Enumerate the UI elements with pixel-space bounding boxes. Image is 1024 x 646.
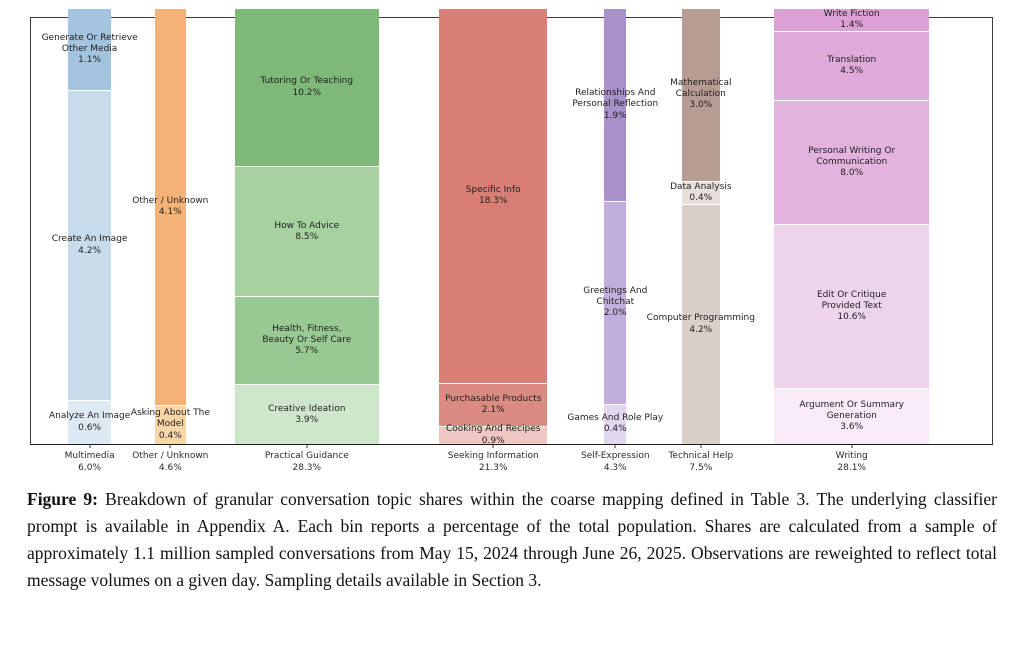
- segment-translation: [774, 31, 929, 101]
- segment-label-greetings-and-chitchat: Greetings And Chitchat 2.0%: [583, 285, 648, 319]
- x-axis-tick-multimedia: [89, 444, 90, 448]
- segment-label-personal-writing-or-communication: Personal Writing Or Communication 8.0%: [808, 145, 896, 179]
- segment-label-analyze-an-image: Analyze An Image 0.6%: [48, 411, 131, 433]
- segment-specific-info: [439, 9, 547, 383]
- segment-label-argument-or-summary-generation: Argument Or Summary Generation 3.6%: [799, 399, 905, 433]
- x-axis-tick-practical-guidance: [306, 444, 307, 448]
- segment-games-and-role-play: [567, 404, 664, 444]
- column-technical-help: [646, 9, 755, 444]
- segment-computer-programming: [646, 204, 755, 444]
- segment-cooking-and-recipes: [439, 426, 547, 444]
- segment-mathematical-calculation: [670, 9, 732, 181]
- segment-purchasable-products: [439, 383, 547, 426]
- x-axis-tick-technical-help: [700, 444, 701, 448]
- segment-label-health-fitness-beauty-or-self-care: Health, Fitness, Beauty Or Self Care 5.7%: [262, 323, 352, 357]
- segment-label-create-an-image: Create An Image 4.2%: [51, 234, 128, 256]
- x-axis-label-seeking-information: Seeking Information 21.3%: [447, 451, 539, 474]
- segment-label-games-and-role-play: Games And Role Play 0.4%: [567, 412, 664, 435]
- segment-label-write-fiction: Write Fiction 1.4%: [823, 8, 880, 30]
- column-multimedia: [41, 9, 138, 444]
- x-axis-label-self-expression: Self-Expression 4.3%: [581, 451, 650, 474]
- segment-health-fitness-beauty-or-self-care: [235, 296, 379, 384]
- segment-label-creative-ideation: Creative Ideation 3.9%: [268, 403, 346, 425]
- x-axis-label-practical-guidance: Practical Guidance 28.3%: [264, 451, 349, 474]
- segment-label-computer-programming: Computer Programming 4.2%: [646, 313, 755, 335]
- segment-edit-or-critique-provided-text: [774, 224, 929, 388]
- segment-label-cooking-and-recipes: Cooking And Recipes 0.9%: [445, 424, 541, 446]
- segment-other-unknown: [132, 9, 209, 405]
- segment-create-an-image: [51, 90, 128, 400]
- segment-label-how-to-advice: How To Advice 8.5%: [274, 220, 340, 242]
- x-axis-tick-writing: [851, 444, 852, 448]
- mosaic-chart-plot-area: [30, 8, 993, 474]
- segment-analyze-an-image: [48, 400, 131, 444]
- segment-generate-or-retrieve-other-media: [41, 9, 138, 90]
- x-axis-label-technical-help: Technical Help 7.5%: [668, 451, 734, 474]
- segment-label-specific-info: Specific Info 18.3%: [465, 184, 521, 206]
- segment-label-tutoring-or-teaching: Tutoring Or Teaching 10.2%: [260, 76, 354, 98]
- column-practical-guidance: [235, 9, 379, 444]
- segment-label-asking-about-the-model: Asking About The Model 0.4%: [130, 408, 210, 441]
- figure-caption: [27, 486, 997, 595]
- column-self-expression: [567, 9, 664, 444]
- column-writing: [774, 9, 929, 444]
- x-axis-label-other-unknown: Other / Unknown 4.6%: [132, 451, 209, 474]
- segment-personal-writing-or-communication: [774, 100, 929, 224]
- segment-label-mathematical-calculation: Mathematical Calculation 3.0%: [670, 77, 732, 111]
- column-other-unknown: [130, 9, 210, 444]
- segment-greetings-and-chitchat: [583, 201, 648, 403]
- segment-label-edit-or-critique-provided-text: Edit Or Critique Provided Text 10.6%: [816, 289, 887, 323]
- figure-caption-label: Figure 9:: [27, 489, 98, 509]
- segment-relationships-and-personal-reflection: [572, 9, 659, 201]
- x-axis-tick-seeking-information: [493, 444, 494, 448]
- figure-caption-text: Breakdown of granular conversation topic shares within the coarse mapping defined in Table 3. The underlying classifier prompt is available in Appendix A. Each bin reports a percentage of the total population. Shares are calculated from a sample of approximately 1.1 million sampled conversations from May 15, 2024 through June 26, 2025. Observations are reweighted to reflect total message volumes on a given day. Sampling details available in Section 3.: [27, 489, 997, 591]
- segment-label-data-analysis: Data Analysis 0.4%: [670, 181, 732, 203]
- segment-label-purchasable-products: Purchasable Products 2.1%: [445, 393, 542, 415]
- segment-label-translation: Translation 4.5%: [827, 54, 877, 76]
- segment-asking-about-the-model: [130, 405, 210, 444]
- segment-tutoring-or-teaching: [235, 9, 379, 166]
- segment-argument-or-summary-generation: [774, 388, 929, 444]
- column-seeking-information: [439, 9, 547, 444]
- segment-label-other-unknown: Other / Unknown 4.1%: [132, 195, 209, 218]
- segment-how-to-advice: [235, 166, 379, 297]
- segment-label-generate-or-retrieve-other-media: Generate Or Retrieve Other Media 1.1%: [41, 32, 138, 66]
- x-axis-tick-self-expression: [615, 444, 616, 448]
- segment-data-analysis: [670, 181, 732, 204]
- x-axis-label-writing: Writing 28.1%: [835, 451, 868, 474]
- segment-creative-ideation: [235, 384, 379, 444]
- x-axis-tick-other-unknown: [170, 444, 171, 448]
- x-axis-label-multimedia: Multimedia 6.0%: [64, 451, 115, 474]
- segment-write-fiction: [774, 9, 929, 31]
- segment-label-relationships-and-personal-reflection: Relationships And Personal Reflection 1.9%: [572, 88, 659, 121]
